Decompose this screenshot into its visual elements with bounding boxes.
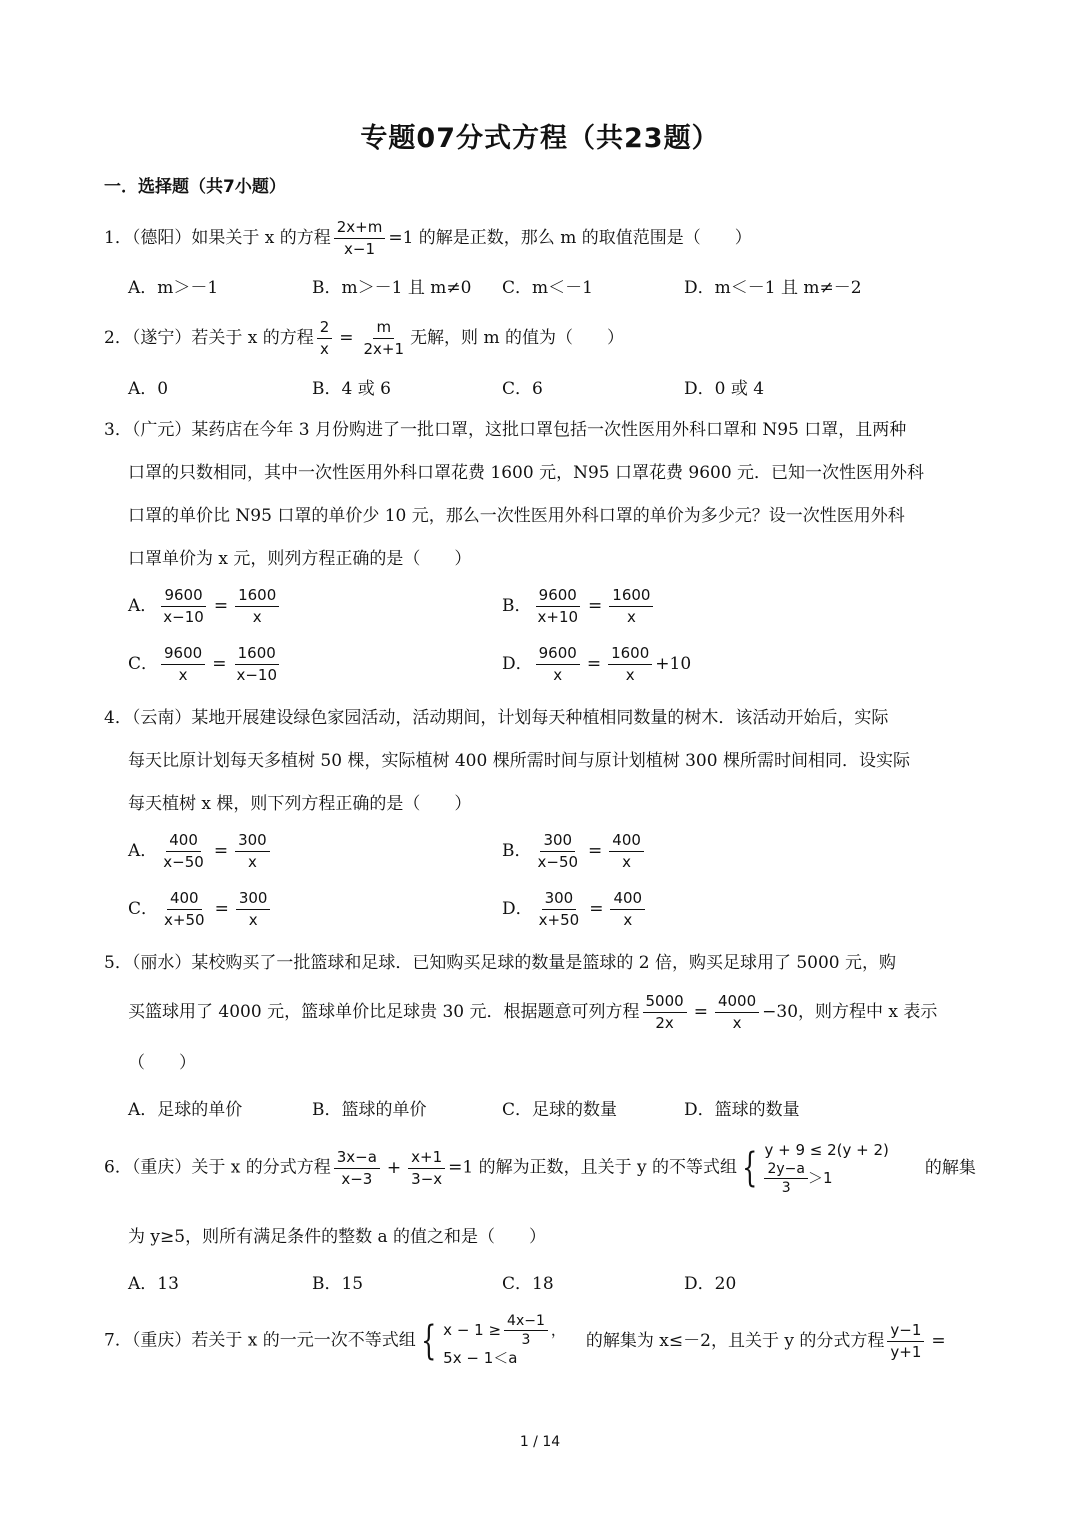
q2-option-b: B．4 或 6 bbox=[312, 379, 391, 399]
q4-option-a: A． $\frac{400}{x-50}$ = $\frac{300}{x}$ bbox=[128, 831, 273, 872]
q7-inequality-system: { x − 1 ≥ $\frac{4x-1}{3}$ ， 5x − 1＜a bbox=[420, 1313, 566, 1367]
q5-option-d: D．篮球的数量 bbox=[684, 1100, 800, 1120]
section-heading: 一．选择题（共7小题） bbox=[104, 177, 286, 197]
question-7-line-1: 7．（重庆）若关于 x 的一元一次不等式组 { x − 1 ≥ $\frac{4x-1}{3}$ ， 5x − 1＜a 的解集为 x≤－2，且关于 y 的分式方程 $\frac{y-1}{y+1}$ = bbox=[104, 1313, 946, 1367]
q4-option-d: D． $\frac{300}{x+50}$ = $\frac{400}{x}$ bbox=[502, 889, 648, 930]
q1-option-a: A．m＞－1 bbox=[128, 278, 219, 298]
question-4-line-2: 每天比原计划每天多植树 50 棵，实际植树 400 棵所需时间与原计划植树 300 棵所需时间相同．设实际 bbox=[128, 751, 910, 771]
q3-option-a: A． $\frac{9600}{x-10}$ = $\frac{1600}{x}$ bbox=[128, 586, 282, 627]
q2-fraction-1: $\frac{2}{x}$ bbox=[317, 318, 333, 359]
q2-option-c: C．6 bbox=[502, 379, 543, 399]
question-5-line-2: 买篮球用了 4000 元，篮球单价比足球贵 30 元．根据题意可列方程 $\frac{5000}{2x}$ = $\frac{4000}{x}$ −30，则方程中 x 表示 bbox=[128, 992, 938, 1032]
question-3-line-4: 口罩单价为 x 元，则列方程正确的是（ ） bbox=[128, 549, 472, 569]
question-1 bbox=[104, 218, 752, 259]
q5-option-b: B．篮球的单价 bbox=[312, 1100, 427, 1120]
q1-lead: 1．（德阳）如果关于 x 的方程 bbox=[104, 228, 331, 248]
q1-option-b: B．m＞－1 且 m≠0 bbox=[312, 278, 472, 298]
q7-fraction: $\frac{y-1}{y+1}$ bbox=[887, 1321, 924, 1362]
q6-option-d: D．20 bbox=[684, 1274, 737, 1294]
q6-option-a: A．13 bbox=[128, 1274, 179, 1294]
q6-fraction-1: $\frac{3x-a}{x-3}$ bbox=[334, 1148, 380, 1189]
question-3-line-1: 3．（广元）某药店在今年 3 月份购进了一批口罩，这批口罩包括一次性医用外科口罩和 N95 口罩，且两种 bbox=[104, 420, 907, 440]
q3-option-d: D． $\frac{9600}{x}$ = $\frac{1600}{x}$ +10 bbox=[502, 644, 692, 684]
q6-option-c: C．18 bbox=[502, 1274, 554, 1294]
q3-option-b: B． $\frac{9600}{x+10}$ = $\frac{1600}{x}$ bbox=[502, 586, 656, 627]
q6-fraction-2: $\frac{x+1}{3-x}$ bbox=[408, 1148, 445, 1189]
q1-option-c: C．m＜－1 bbox=[502, 278, 593, 298]
q2-tail: 无解，则 m 的值为（ ） bbox=[410, 328, 624, 348]
page-number: 1 / 14 bbox=[519, 1434, 561, 1450]
q5-fraction-2: $\frac{4000}{x}$ bbox=[715, 992, 759, 1033]
q1-tail: =1 的解是正数，那么 m 的取值范围是（ ） bbox=[388, 228, 752, 248]
q6-option-b: B．15 bbox=[312, 1274, 364, 1294]
question-4-line-1: 4．（云南）某地开展建设绿色家园活动，活动期间，计划每天种植相同数量的树木．该活动开始后，实际 bbox=[104, 708, 889, 728]
q1-fraction: $\frac{2x+m}{x-1}$ bbox=[334, 218, 386, 259]
question-6-line-1: 6．（重庆）关于 x 的分式方程 $\frac{3x-a}{x-3}$ + $\frac{x+1}{3-x}$ =1 的解为正数，且关于 y 的不等式组 { y + 9 ≤ 2(y + 2) $\frac{2y-a}{3}$ ＞1 的解集 bbox=[104, 1141, 976, 1196]
q3-option-c: C． $\frac{9600}{x}$ = $\frac{1600}{x-10}$ bbox=[128, 644, 277, 684]
q1-option-d: D．m＜－1 且 m≠－2 bbox=[684, 278, 862, 298]
q2-option-a: A．0 bbox=[128, 379, 169, 399]
question-4-line-3: 每天植树 x 棵，则下列方程正确的是（ ） bbox=[128, 794, 472, 814]
q5-fraction-1: $\frac{5000}{2x}$ bbox=[643, 992, 687, 1033]
q6-inequality-system: { y + 9 ≤ 2(y + 2) $\frac{2y-a}{3}$ ＞1 bbox=[742, 1141, 889, 1196]
q2-lead: 2．（遂宁）若关于 x 的方程 bbox=[104, 328, 314, 348]
q2-option-d: D．0 或 4 bbox=[684, 379, 765, 399]
q5-option-a: A．足球的单价 bbox=[128, 1100, 243, 1120]
question-5-line-1: 5．（丽水）某校购买了一批篮球和足球．已知购买足球的数量是篮球的 2 倍，购买足球用了 5000 元，购 bbox=[104, 953, 897, 973]
question-6-line-2: 为 y≥5，则所有满足条件的整数 a 的值之和是（ ） bbox=[128, 1227, 547, 1247]
page-title: 专题07分式方程（共23题） bbox=[360, 123, 720, 154]
question-3-line-3: 口罩的单价比 N95 口罩的单价少 10 元，那么一次性医用外科口罩的单价为多少元？设一次性医用外科 bbox=[128, 506, 905, 526]
q4-option-c: C． $\frac{400}{x+50}$ = $\frac{300}{x}$ bbox=[128, 889, 273, 930]
q4-option-b: B． $\frac{300}{x-50}$ = $\frac{400}{x}$ bbox=[502, 831, 647, 872]
q2-fraction-2: $\frac{m}{2x+1}$ bbox=[363, 318, 405, 358]
q5-option-c: C．足球的数量 bbox=[502, 1100, 618, 1120]
question-5-line-3: （ ） bbox=[128, 1053, 196, 1073]
question-3-line-2: 口罩的只数相同，其中一次性医用外科口罩花费 1600 元，N95 口罩花费 9600 元．已知一次性医用外科 bbox=[128, 463, 925, 483]
question-2: 2．（遂宁）若关于 x 的方程 $\frac{2}{x}$ = $\frac{m}{2x+1}$ 无解，则 m 的值为（ ） bbox=[104, 318, 624, 358]
